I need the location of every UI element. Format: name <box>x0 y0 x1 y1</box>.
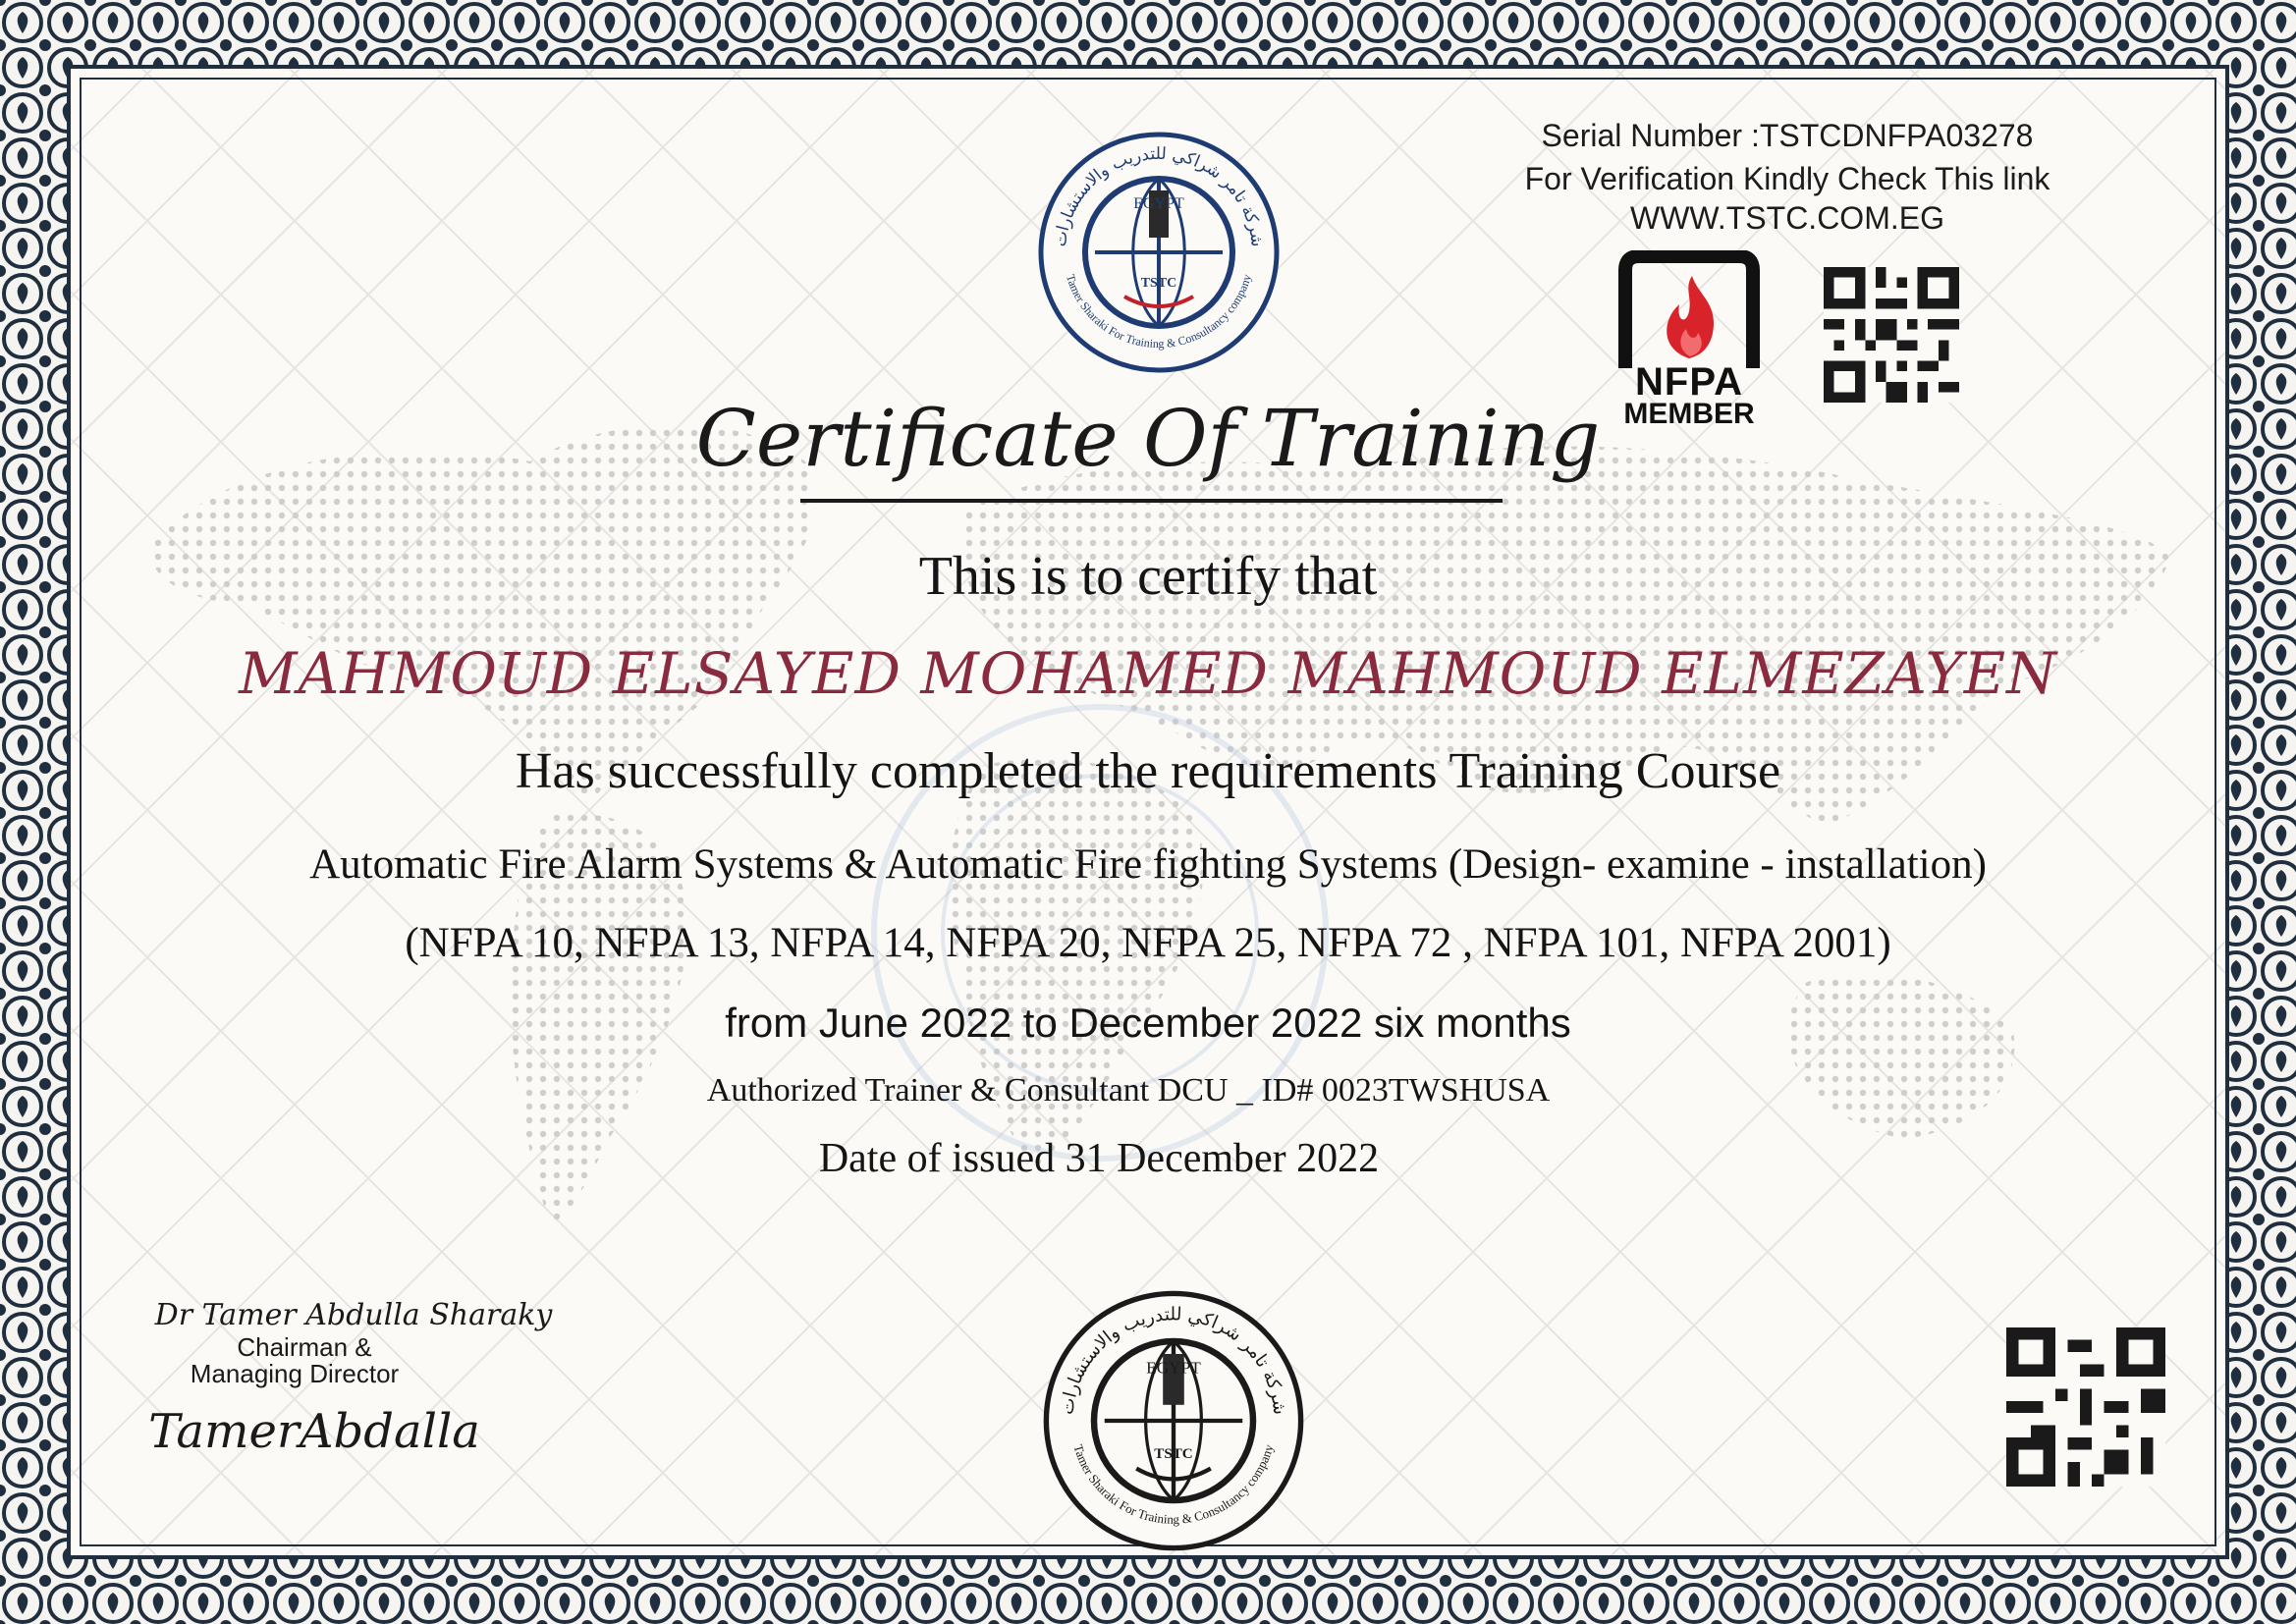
signatory-name: Dr Tamer Abdulla Sharaky <box>154 1298 553 1332</box>
completion-line: Has successfully completed the requirements Training Course <box>515 743 1781 799</box>
seal-country: EGYPT <box>1133 195 1184 212</box>
verification-link[interactable]: WWW.TSTC.COM.EG <box>1630 200 1944 236</box>
signatory-role-line1: Chairman & <box>237 1332 372 1362</box>
nfpa-member: MEMBER <box>1623 398 1755 430</box>
flame-icon <box>1615 250 1763 368</box>
recipient-name: MAHMOUD ELSAYED MOHAMED MAHMOUD ELMEZAYEN <box>239 640 2057 707</box>
verification-note: For Verification Kindly Check This link <box>1524 161 2050 196</box>
seal-country-bottom: EGYPT <box>1146 1358 1201 1378</box>
course-title: Automatic Fire Alarm Systems & Automatic Fire fighting Systems (Design- examine - installation) <box>309 841 1987 888</box>
seal-abbr-bottom: TSTC <box>1154 1445 1193 1462</box>
nfpa-brand: NFPA <box>1635 360 1743 404</box>
seal-arabic-text: شركة تامر شراكي للتدريب والاستشارات <box>1050 143 1268 248</box>
seal-arabic-text-bottom: شركة تامر شراكي للتدريب والاستشارات <box>1057 1304 1290 1417</box>
seal-abbr: TSTC <box>1140 276 1177 291</box>
certificate-title: Certificate Of Training <box>695 393 1601 484</box>
signature: TamerAbdalla <box>148 1404 480 1459</box>
signatory-role-line2: Managing Director <box>190 1359 400 1388</box>
course-period: from June 2022 to December 2022 six months <box>725 1000 1571 1046</box>
bottom-seal <box>1041 1288 1306 1553</box>
trainer-id: Authorized Trainer & Consultant DCU _ ID# 0023TWSHUSA <box>706 1072 1551 1109</box>
seal-english-text-bottom: Tamer Sharaki For Training & Consultancy company <box>1070 1442 1277 1527</box>
qr-code-top[interactable] <box>1815 267 1968 403</box>
certify-line: This is to certify that <box>918 546 1378 607</box>
serial-number: Serial Number :TSTCDNFPA03278 <box>1541 118 2034 153</box>
seal-english-text: Tamer Sharaki For Training & Consultancy company <box>1064 272 1254 352</box>
top-seal <box>1036 130 1282 375</box>
issue-date: Date of issued 31 December 2022 <box>818 1136 1380 1181</box>
standards-list: (NFPA 10, NFPA 13, NFPA 14, NFPA 20, NFPA 25, NFPA 72 , NFPA 101, NFPA 2001) <box>405 920 1891 966</box>
qr-code-bottom[interactable] <box>2003 1327 2168 1487</box>
